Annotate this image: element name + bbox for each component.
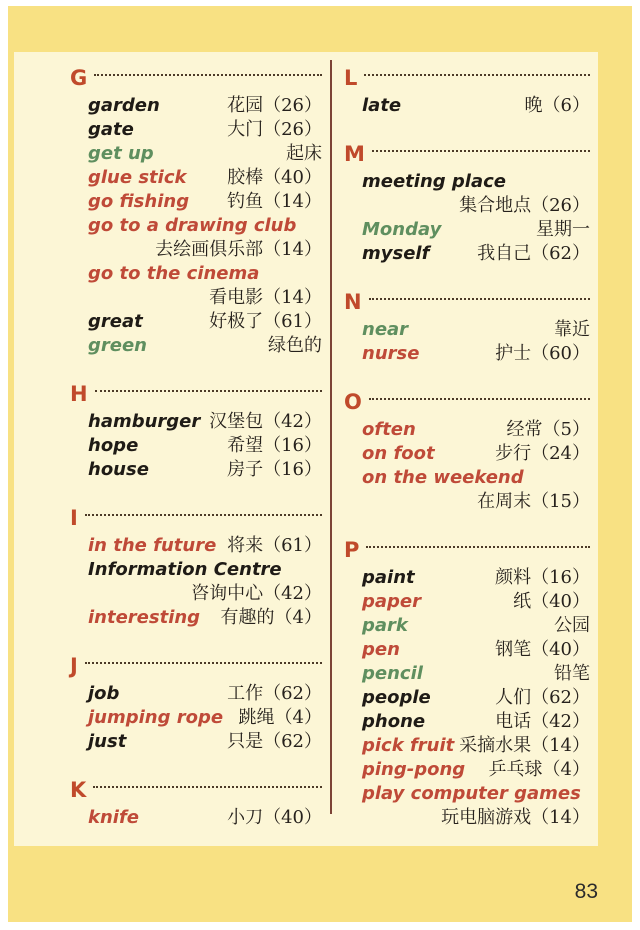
section-entries bbox=[344, 94, 590, 118]
entry-english-word: go fishing bbox=[88, 191, 190, 212]
entry-chinese-translation: 晚（6） bbox=[524, 95, 590, 116]
glossary-entry bbox=[88, 730, 322, 754]
glossary-entry bbox=[88, 262, 322, 310]
letter-section bbox=[70, 654, 322, 754]
letter-section bbox=[70, 506, 322, 630]
glossary-entry bbox=[88, 94, 322, 118]
glossary-entry bbox=[88, 706, 322, 730]
section-letter: H bbox=[70, 382, 88, 406]
entry-english-word: in the future bbox=[88, 535, 217, 556]
glossary-entry bbox=[362, 614, 590, 638]
glossary-entry bbox=[362, 710, 590, 734]
entry-chinese-translation: 只是（62） bbox=[227, 731, 322, 752]
entry-english-word: job bbox=[88, 683, 120, 704]
entry-chinese-translation: 咨询中心（42） bbox=[191, 583, 322, 604]
entry-english-word: interesting bbox=[88, 607, 201, 628]
glossary-entry bbox=[88, 410, 322, 434]
glossary-entry bbox=[362, 734, 590, 758]
glossary-column-left bbox=[70, 66, 322, 846]
section-header bbox=[344, 142, 590, 166]
glossary-entry bbox=[362, 782, 590, 830]
entry-english-word: often bbox=[362, 419, 416, 440]
dotted-rule bbox=[85, 514, 322, 516]
entry-chinese-translation: 房子（16） bbox=[227, 459, 322, 480]
glossary-column-right bbox=[344, 66, 590, 846]
entry-chinese-translation: 去绘画俱乐部（14） bbox=[155, 239, 322, 260]
letter-section bbox=[344, 538, 590, 830]
section-header bbox=[70, 506, 322, 530]
section-entries bbox=[344, 318, 590, 366]
glossary-entry bbox=[88, 190, 322, 214]
entry-chinese-translation: 铅笔 bbox=[554, 663, 590, 684]
entry-english-word: get up bbox=[88, 143, 154, 164]
entry-chinese-translation: 胶棒（40） bbox=[227, 167, 322, 188]
section-entries bbox=[70, 410, 322, 482]
entry-english-word: go to the cinema bbox=[88, 263, 260, 284]
section-letter: G bbox=[70, 66, 88, 90]
entry-chinese-translation: 有趣的（4） bbox=[220, 607, 322, 628]
entry-chinese-translation: 靠近 bbox=[554, 319, 590, 340]
glossary-entry bbox=[362, 638, 590, 662]
entry-english-word: glue stick bbox=[88, 167, 187, 188]
section-header bbox=[70, 382, 322, 406]
glossary-entry bbox=[362, 342, 590, 366]
entry-chinese-translation: 汉堡包（42） bbox=[209, 411, 322, 432]
entry-chinese-translation: 工作（62） bbox=[227, 683, 322, 704]
entry-chinese-translation: 跳绳（4） bbox=[238, 707, 322, 728]
entry-english-word: hamburger bbox=[88, 411, 201, 432]
glossary-entry bbox=[362, 242, 590, 266]
entry-english-word: people bbox=[362, 687, 431, 708]
section-letter: I bbox=[70, 506, 78, 530]
section-header bbox=[70, 654, 322, 678]
glossary-entry bbox=[362, 218, 590, 242]
entry-english-word: pick fruit bbox=[362, 735, 455, 756]
section-header bbox=[344, 66, 590, 90]
glossary-entry bbox=[88, 606, 322, 630]
section-entries bbox=[70, 94, 322, 358]
section-header bbox=[344, 290, 590, 314]
entry-english-word: myself bbox=[362, 243, 430, 264]
glossary-entry bbox=[88, 142, 322, 166]
entry-chinese-translation: 纸（40） bbox=[513, 591, 590, 612]
entry-english-word: near bbox=[362, 319, 409, 340]
dotted-rule bbox=[94, 74, 322, 76]
glossary-entry bbox=[362, 566, 590, 590]
entry-english-word: gate bbox=[88, 119, 134, 140]
entry-chinese-translation: 采摘水果（14） bbox=[459, 735, 590, 756]
dotted-rule bbox=[369, 398, 590, 400]
dotted-rule bbox=[372, 150, 590, 152]
entry-english-word: Information Centre bbox=[88, 559, 282, 580]
column-divider bbox=[330, 60, 332, 814]
dotted-rule bbox=[85, 662, 322, 664]
entry-chinese-translation: 经常（5） bbox=[506, 419, 590, 440]
entry-english-word: house bbox=[88, 459, 149, 480]
glossary-entry bbox=[88, 806, 322, 830]
section-entries bbox=[70, 682, 322, 754]
entry-chinese-translation: 好极了（61） bbox=[209, 311, 322, 332]
entry-english-word: great bbox=[88, 311, 143, 332]
entry-chinese-translation: 绿色的 bbox=[268, 335, 322, 356]
entry-english-word: knife bbox=[88, 807, 139, 828]
entry-english-word: go to a drawing club bbox=[88, 215, 297, 236]
glossary-entry bbox=[362, 94, 590, 118]
letter-section bbox=[70, 66, 322, 358]
letter-section bbox=[344, 390, 590, 514]
glossary-entry bbox=[362, 662, 590, 686]
entry-chinese-translation: 玩电脑游戏（14） bbox=[441, 807, 590, 828]
book-page-background bbox=[8, 6, 632, 922]
entry-chinese-translation: 钢笔（40） bbox=[495, 639, 590, 660]
section-header bbox=[344, 390, 590, 414]
entry-english-word: paint bbox=[362, 567, 415, 588]
letter-section bbox=[70, 382, 322, 482]
glossary-entry bbox=[362, 758, 590, 782]
entry-english-word: nurse bbox=[362, 343, 420, 364]
section-header bbox=[344, 538, 590, 562]
entry-chinese-translation: 公园 bbox=[554, 615, 590, 636]
entry-chinese-translation: 钓鱼（14） bbox=[227, 191, 322, 212]
section-entries bbox=[70, 806, 322, 830]
entry-chinese-translation: 将来（61） bbox=[227, 535, 322, 556]
section-letter: J bbox=[70, 654, 78, 678]
glossary-entry bbox=[88, 458, 322, 482]
entry-chinese-translation: 看电影（14） bbox=[209, 287, 322, 308]
glossary-entry bbox=[88, 334, 322, 358]
glossary-entry bbox=[88, 534, 322, 558]
glossary-entry bbox=[88, 166, 322, 190]
glossary-entry bbox=[362, 686, 590, 710]
glossary-entry bbox=[362, 442, 590, 466]
glossary-entry bbox=[362, 590, 590, 614]
entry-chinese-translation: 星期一 bbox=[536, 219, 590, 240]
entry-chinese-translation: 在周末（15） bbox=[477, 491, 590, 512]
entry-chinese-translation: 步行（24） bbox=[495, 443, 590, 464]
dotted-rule bbox=[364, 74, 590, 76]
letter-section bbox=[70, 778, 322, 830]
entry-english-word: just bbox=[88, 731, 127, 752]
entry-chinese-translation: 颜料（16） bbox=[495, 567, 590, 588]
entry-chinese-translation: 大门（26） bbox=[227, 119, 322, 140]
entry-chinese-translation: 希望（16） bbox=[227, 435, 322, 456]
entry-english-word: garden bbox=[88, 95, 160, 116]
section-letter: N bbox=[344, 290, 362, 314]
glossary-entry bbox=[362, 170, 590, 218]
entry-chinese-translation: 护士（60） bbox=[495, 343, 590, 364]
section-letter: M bbox=[344, 142, 365, 166]
entry-chinese-translation: 人们（62） bbox=[495, 687, 590, 708]
letter-section bbox=[344, 290, 590, 366]
entry-english-word: on foot bbox=[362, 443, 435, 464]
entry-english-word: pencil bbox=[362, 663, 423, 684]
entry-chinese-translation: 小刀（40） bbox=[227, 807, 322, 828]
dotted-rule bbox=[95, 390, 322, 392]
dotted-rule bbox=[366, 546, 590, 548]
glossary-entry bbox=[88, 434, 322, 458]
entry-english-word: play computer games bbox=[362, 783, 581, 804]
letter-section bbox=[344, 142, 590, 266]
entry-chinese-translation: 我自己（62） bbox=[477, 243, 590, 264]
glossary-panel bbox=[14, 52, 598, 846]
glossary-entry bbox=[88, 214, 322, 262]
entry-english-word: hope bbox=[88, 435, 139, 456]
entry-english-word: ping-pong bbox=[362, 759, 466, 780]
dotted-rule bbox=[93, 786, 322, 788]
glossary-entry bbox=[88, 310, 322, 334]
entry-chinese-translation: 集合地点（26） bbox=[459, 195, 590, 216]
page-number: 83 bbox=[574, 880, 598, 903]
entry-english-word: meeting place bbox=[362, 171, 506, 192]
entry-english-word: late bbox=[362, 95, 402, 116]
dotted-rule bbox=[369, 298, 590, 300]
section-entries bbox=[344, 566, 590, 830]
section-entries bbox=[344, 418, 590, 514]
section-letter: K bbox=[70, 778, 87, 802]
entry-english-word: green bbox=[88, 335, 147, 356]
section-header bbox=[70, 778, 322, 802]
glossary-entry bbox=[88, 682, 322, 706]
entry-english-word: park bbox=[362, 615, 408, 636]
section-letter: P bbox=[344, 538, 360, 562]
section-letter: L bbox=[344, 66, 358, 90]
entry-english-word: pen bbox=[362, 639, 400, 660]
glossary-entry bbox=[362, 418, 590, 442]
entry-chinese-translation: 起床 bbox=[286, 143, 322, 164]
letter-section bbox=[344, 66, 590, 118]
entry-english-word: on the weekend bbox=[362, 467, 524, 488]
entry-chinese-translation: 乒乓球（4） bbox=[488, 759, 590, 780]
entry-chinese-translation: 花园（26） bbox=[227, 95, 322, 116]
section-entries bbox=[344, 170, 590, 266]
entry-english-word: jumping rope bbox=[88, 707, 224, 728]
glossary-entry bbox=[88, 118, 322, 142]
section-header bbox=[70, 66, 322, 90]
glossary-entry bbox=[362, 318, 590, 342]
entry-chinese-translation: 电话（42） bbox=[495, 711, 590, 732]
glossary-entry bbox=[362, 466, 590, 514]
section-entries bbox=[70, 534, 322, 630]
entry-english-word: paper bbox=[362, 591, 422, 612]
glossary-entry bbox=[88, 558, 322, 606]
entry-english-word: phone bbox=[362, 711, 426, 732]
section-letter: O bbox=[344, 390, 362, 414]
entry-english-word: Monday bbox=[362, 219, 442, 240]
